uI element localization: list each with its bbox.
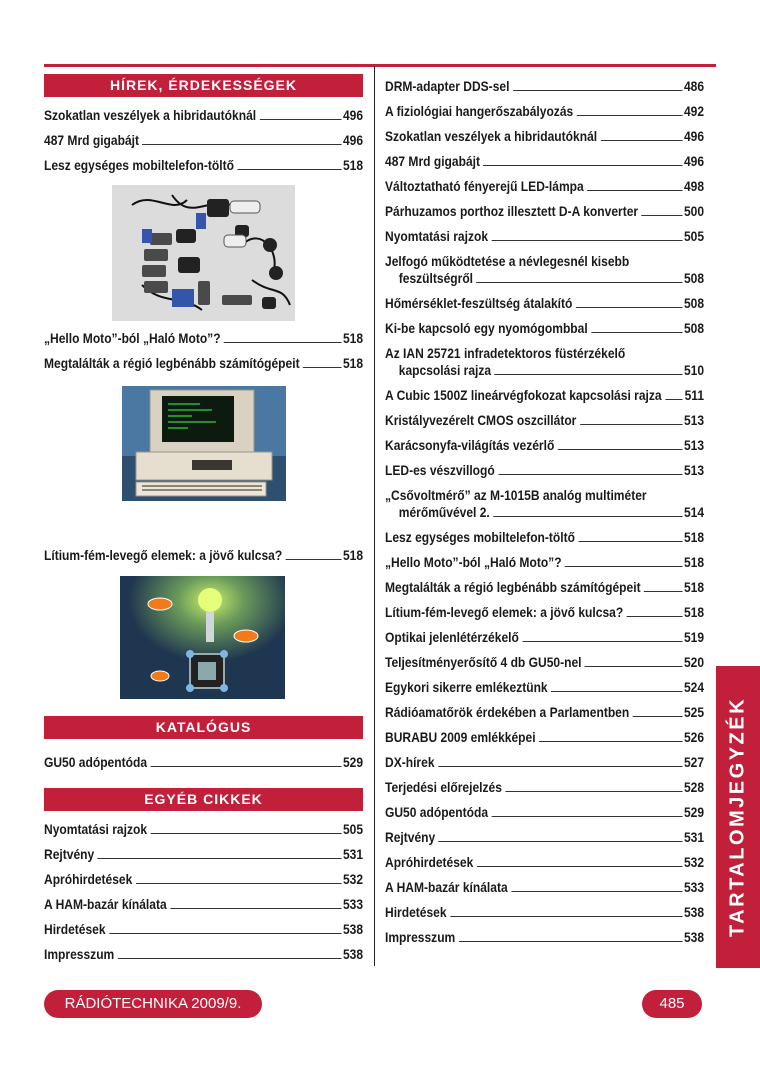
entry-title: GU50 adópentóda — [385, 804, 489, 820]
entry-title: Megtalálták a régió legbénább számítógépeit — [44, 355, 300, 371]
entry-title: Nyomtatási rajzok — [385, 228, 489, 244]
entry-title: Lesz egységes mobiltelefon-töltő — [385, 529, 576, 545]
leader-line — [558, 449, 682, 450]
aquarium-battery-photo — [120, 576, 285, 699]
leader-line — [118, 958, 342, 959]
toc-entry — [44, 867, 363, 892]
entry-page: 500 — [683, 203, 705, 219]
entry-title: Nyomtatási rajzok — [44, 821, 148, 837]
entry-page: 496 — [342, 107, 364, 123]
entry-page: 531 — [342, 846, 364, 862]
entry-title: Apróhirdetések — [44, 871, 133, 887]
toc-entry — [385, 99, 704, 124]
toc-entry — [44, 103, 363, 128]
entry-page: 533 — [683, 879, 705, 895]
leader-line — [303, 367, 341, 368]
leader-line — [438, 766, 682, 767]
entry-title: „Hello Moto”-ból „Haló Moto”? — [385, 554, 562, 570]
entry-title: Változtatható fényerejű LED-lámpa — [385, 178, 584, 194]
leader-line — [170, 908, 341, 909]
side-tab-label: TARTALOMJEGYZÉK — [726, 696, 749, 938]
entry-title: A fiziológiai hangerőszabályozás — [385, 103, 574, 119]
toc-entry — [385, 124, 704, 149]
left-column-c — [44, 543, 363, 568]
entry-title: Rejtvény — [44, 846, 95, 862]
contents-list — [385, 74, 704, 950]
left-column-b — [44, 326, 363, 376]
entry-page: 532 — [342, 871, 364, 887]
leader-line — [565, 566, 682, 567]
leader-line — [476, 282, 682, 283]
toc-entry — [44, 942, 363, 967]
issue-label: RÁDIÓTECHNIKA 2009/9. — [44, 990, 262, 1018]
toc-entry — [44, 543, 363, 568]
toc-entry — [385, 800, 704, 825]
section-header-other: EGYÉB CIKKEK — [44, 788, 363, 811]
leader-line — [98, 858, 342, 859]
entry-page: 513 — [683, 462, 705, 478]
entry-page: 518 — [342, 355, 364, 371]
leader-line — [439, 841, 683, 842]
toc-entry — [385, 249, 704, 291]
entry-title: 487 Mrd gigabájt — [44, 132, 140, 148]
entry-page: 514 — [683, 504, 705, 520]
entry-title: Lítium-fém-levegő elemek: a jövő kulcsa? — [44, 547, 283, 563]
entry-page: 518 — [342, 157, 364, 173]
entry-title: Hőmérséklet-feszültség átalakító — [385, 295, 573, 311]
entry-page: 505 — [683, 228, 705, 244]
entry-page: 498 — [683, 178, 705, 194]
entry-page: 518 — [683, 579, 705, 595]
entry-title: Ki-be kapcsoló egy nyomógombbal — [385, 320, 588, 336]
toc-entry — [385, 341, 704, 383]
entry-page: 538 — [683, 929, 705, 945]
leader-line — [578, 541, 682, 542]
entry-page: 513 — [683, 412, 705, 428]
entry-title: Egykori sikerre emlékeztünk — [385, 679, 548, 695]
entry-page: 518 — [683, 604, 705, 620]
entry-title: „Hello Moto”-ból „Haló Moto”? — [44, 330, 221, 346]
leader-line — [450, 916, 682, 917]
entry-title: „Csővoltmérő” az M-1015B analóg multiméter — [385, 487, 647, 503]
entry-title: Az IAN 25721 infradetektoros füstérzékelő — [385, 345, 626, 361]
news-list-c — [44, 543, 363, 568]
toc-entry — [44, 917, 363, 942]
toc-entry — [44, 128, 363, 153]
page-number: 485 — [642, 990, 702, 1018]
toc-entry — [385, 600, 704, 625]
leader-line — [498, 474, 682, 475]
entry-title: A HAM-bazár kínálata — [44, 896, 167, 912]
entry-page: 508 — [683, 320, 705, 336]
entry-page: 518 — [342, 547, 364, 563]
entry-title: Rádióamatőrök érdekében a Parlamentben — [385, 704, 630, 720]
entry-page: 528 — [683, 779, 705, 795]
leader-line — [495, 374, 683, 375]
toc-entry — [385, 625, 704, 650]
toc-entry — [385, 149, 704, 174]
toc-entry — [385, 433, 704, 458]
entry-title: LED-es vészvillogó — [385, 462, 495, 478]
entry-title: A Cubic 1500Z lineárvégfokozat kapcsolási rajza — [385, 387, 662, 403]
toc-entry — [385, 825, 704, 850]
entry-page: 518 — [342, 330, 364, 346]
entry-title: Kristályvezérelt CMOS oszcillátor — [385, 412, 577, 428]
leader-line — [491, 240, 682, 241]
entry-page: 505 — [342, 821, 364, 837]
toc-entry — [385, 700, 704, 725]
toc-entry — [385, 174, 704, 199]
toc-entry — [385, 775, 704, 800]
entry-title: DX-hírek — [385, 754, 435, 770]
entry-page: 538 — [342, 921, 364, 937]
entry-page: 492 — [683, 103, 705, 119]
leader-line — [505, 791, 682, 792]
toc-entry — [385, 875, 704, 900]
toc-entry — [385, 199, 704, 224]
toc-entry — [385, 458, 704, 483]
toc-entry — [385, 550, 704, 575]
section-header-catalog: KATALÓGUS — [44, 716, 363, 739]
leader-line — [522, 641, 682, 642]
entry-page: 538 — [342, 946, 364, 962]
leader-line — [644, 591, 682, 592]
leader-line — [286, 559, 342, 560]
toc-entry — [385, 383, 704, 408]
entry-page: 518 — [683, 529, 705, 545]
entry-page: 496 — [342, 132, 364, 148]
news-list-b — [44, 326, 363, 376]
news-list-a — [44, 103, 363, 178]
toc-entry — [385, 483, 704, 525]
old-computer-photo — [122, 386, 286, 501]
entry-page: 529 — [342, 754, 364, 770]
leader-line — [511, 891, 682, 892]
leader-line — [585, 666, 682, 667]
leader-line — [260, 119, 342, 120]
entry-page: 526 — [683, 729, 705, 745]
entry-title: Impresszum — [385, 929, 456, 945]
entry-title: 487 Mrd gigabájt — [385, 153, 481, 169]
leader-line — [491, 816, 682, 817]
entry-page: 525 — [683, 704, 705, 720]
leader-line — [136, 883, 341, 884]
entry-page: 496 — [683, 153, 705, 169]
leader-line — [576, 307, 682, 308]
entry-title: Karácsonyfa-világítás vezérlő — [385, 437, 555, 453]
toc-entry — [385, 675, 704, 700]
left-column-d — [44, 716, 363, 775]
entry-title: GU50 adópentóda — [44, 754, 148, 770]
entry-title-continued: mérőművével 2. — [398, 504, 490, 520]
leader-line — [513, 90, 682, 91]
column-divider — [374, 66, 375, 966]
entry-title: Párhuzamos porthoz illesztett D-A konverter — [385, 203, 639, 219]
catalog-list — [44, 750, 363, 775]
leader-line — [459, 941, 683, 942]
entry-page: 508 — [683, 295, 705, 311]
entry-title: Jelfogó működtetése a névlegesnél kisebb — [385, 253, 630, 269]
entry-page: 486 — [683, 78, 705, 94]
toc-entry — [385, 224, 704, 249]
entry-page: 520 — [683, 654, 705, 670]
leader-line — [539, 741, 682, 742]
leader-line — [633, 716, 683, 717]
left-column — [44, 74, 363, 178]
leader-line — [591, 332, 682, 333]
toc-entry — [44, 326, 363, 351]
entry-page: 513 — [683, 437, 705, 453]
toc-entry — [385, 750, 704, 775]
leader-line — [577, 115, 683, 116]
entry-title: Optikai jelenlétérzékelő — [385, 629, 519, 645]
entry-page: 532 — [683, 854, 705, 870]
toc-entry — [385, 850, 704, 875]
toc-entry — [385, 725, 704, 750]
toc-entry — [385, 316, 704, 341]
leader-line — [483, 165, 682, 166]
entry-page: 511 — [684, 387, 705, 403]
entry-page: 533 — [342, 896, 364, 912]
entry-title: Impresszum — [44, 946, 115, 962]
right-column — [385, 74, 704, 950]
entry-page: 508 — [683, 270, 705, 286]
entry-title: Lesz egységes mobiltelefon-töltő — [44, 157, 235, 173]
entry-page: 510 — [683, 362, 705, 378]
entry-title: Lítium-fém-levegő elemek: a jövő kulcsa? — [385, 604, 624, 620]
entry-title: Teljesítményerősítő 4 db GU50-nel — [385, 654, 582, 670]
entry-title: Szokatlan veszélyek a hibridautóknál — [44, 107, 257, 123]
entry-title: Rejtvény — [385, 829, 436, 845]
toc-entry — [385, 900, 704, 925]
leader-line — [493, 516, 682, 517]
entry-page: 527 — [683, 754, 705, 770]
leader-line — [477, 866, 682, 867]
leader-line — [551, 691, 682, 692]
toc-entry — [385, 74, 704, 99]
toc-entry — [385, 291, 704, 316]
entry-title: Megtalálták a régió legbénább számítógépeit — [385, 579, 641, 595]
toc-entry — [44, 351, 363, 376]
leader-line — [237, 169, 341, 170]
entry-title: A HAM-bazár kínálata — [385, 879, 508, 895]
entry-page: 529 — [683, 804, 705, 820]
toc-entry — [385, 925, 704, 950]
toc-entry — [385, 525, 704, 550]
entry-page: 496 — [683, 128, 705, 144]
leader-line — [587, 190, 682, 191]
entry-title: DRM-adapter DDS-sel — [385, 78, 510, 94]
phones-chargers-photo — [112, 185, 295, 321]
leader-line — [580, 424, 682, 425]
entry-title: Apróhirdetések — [385, 854, 474, 870]
toc-entry — [385, 408, 704, 433]
entry-page: 518 — [683, 554, 705, 570]
entry-title: Hirdetések — [44, 921, 106, 937]
leader-line — [224, 342, 341, 343]
entry-title-continued: kapcsolási rajza — [398, 362, 492, 378]
leader-line — [642, 215, 683, 216]
other-articles-list — [44, 817, 363, 967]
toc-entry — [44, 817, 363, 842]
toc-entry — [44, 842, 363, 867]
leader-line — [601, 140, 683, 141]
leader-line — [150, 766, 341, 767]
entry-title-continued: feszültségről — [398, 270, 474, 286]
toc-entry — [385, 575, 704, 600]
leader-line — [109, 933, 341, 934]
entry-page: 519 — [683, 629, 705, 645]
entry-title: Szokatlan veszélyek a hibridautóknál — [385, 128, 598, 144]
entry-title: Hirdetések — [385, 904, 447, 920]
toc-entry — [44, 892, 363, 917]
leader-line — [150, 833, 341, 834]
entry-page: 531 — [683, 829, 705, 845]
leader-line — [142, 144, 341, 145]
entry-title: Terjedési előrejelzés — [385, 779, 502, 795]
toc-entry — [385, 650, 704, 675]
toc-entry — [44, 153, 363, 178]
entry-page: 524 — [683, 679, 705, 695]
entry-page: 538 — [683, 904, 705, 920]
leader-line — [627, 616, 683, 617]
entry-title: BURABU 2009 emlékképei — [385, 729, 536, 745]
leader-line — [665, 399, 683, 400]
section-header-news: HÍREK, ÉRDEKESSÉGEK — [44, 74, 363, 97]
left-column-e — [44, 788, 363, 967]
top-rule — [44, 64, 716, 67]
toc-entry — [44, 750, 363, 775]
